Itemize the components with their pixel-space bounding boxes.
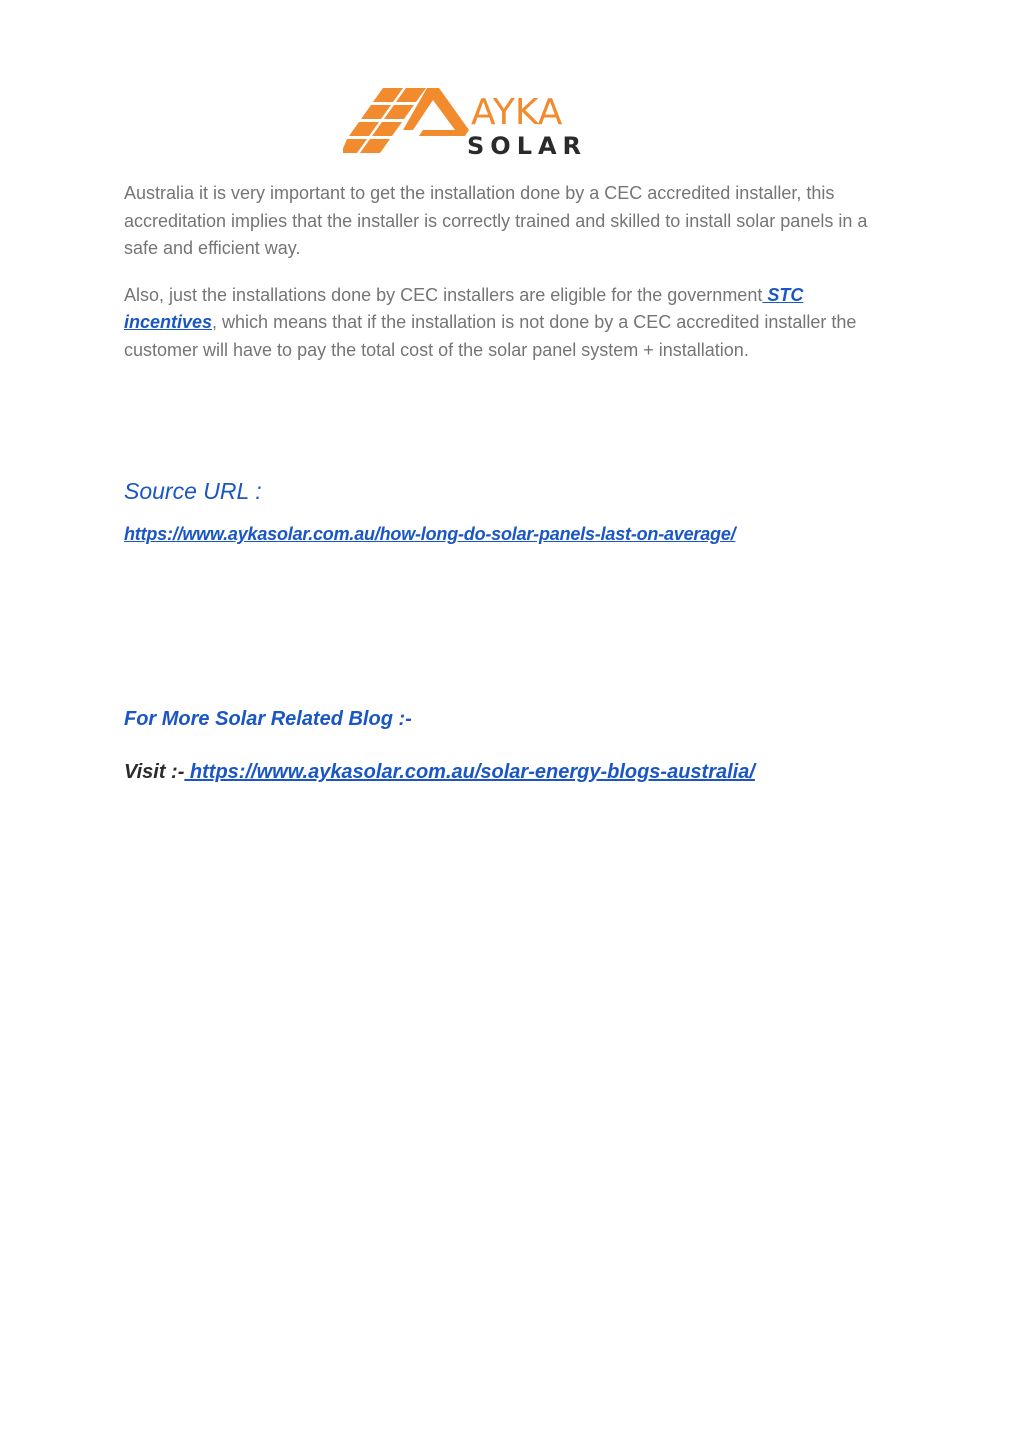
source-url-link[interactable]: https://www.aykasolar.com.au/how-long-do-solar-panels-last-on-average/ bbox=[124, 524, 736, 544]
paragraph-stc-text-before: Also, just the installations done by CEC installers are eligible for the government bbox=[124, 284, 763, 305]
ayka-solar-logo bbox=[343, 84, 608, 160]
visit-label: Visit :- bbox=[124, 761, 185, 783]
body-content bbox=[124, 180, 900, 383]
paragraph-stc-text-after: , which means that if the installation is not done by a CEC accredited installer the customer will have to pay the total cost of the solar panel system + installation. bbox=[124, 312, 857, 360]
logo-text-solar: SOLAR bbox=[467, 132, 588, 160]
logo-text-ayka: AYKA bbox=[471, 92, 563, 133]
stc-incentives-link[interactable]: STC incentives bbox=[124, 284, 804, 332]
source-url-heading: Source URL : bbox=[124, 478, 262, 504]
visit-line bbox=[124, 761, 755, 784]
blogs-link[interactable]: https://www.aykasolar.com.au/solar-energy-blogs-australia/ bbox=[184, 761, 755, 783]
paragraph-stc-eligibility bbox=[124, 282, 900, 365]
paragraph-cec-accreditation: Australia it is very important to get the installation done by a CEC accredited installer, this accreditation implies that the installer is correctly trained and skilled to install solar panels in a safe and efficient way. bbox=[124, 183, 868, 258]
more-blogs-heading: For More Solar Related Blog :- bbox=[124, 708, 412, 730]
